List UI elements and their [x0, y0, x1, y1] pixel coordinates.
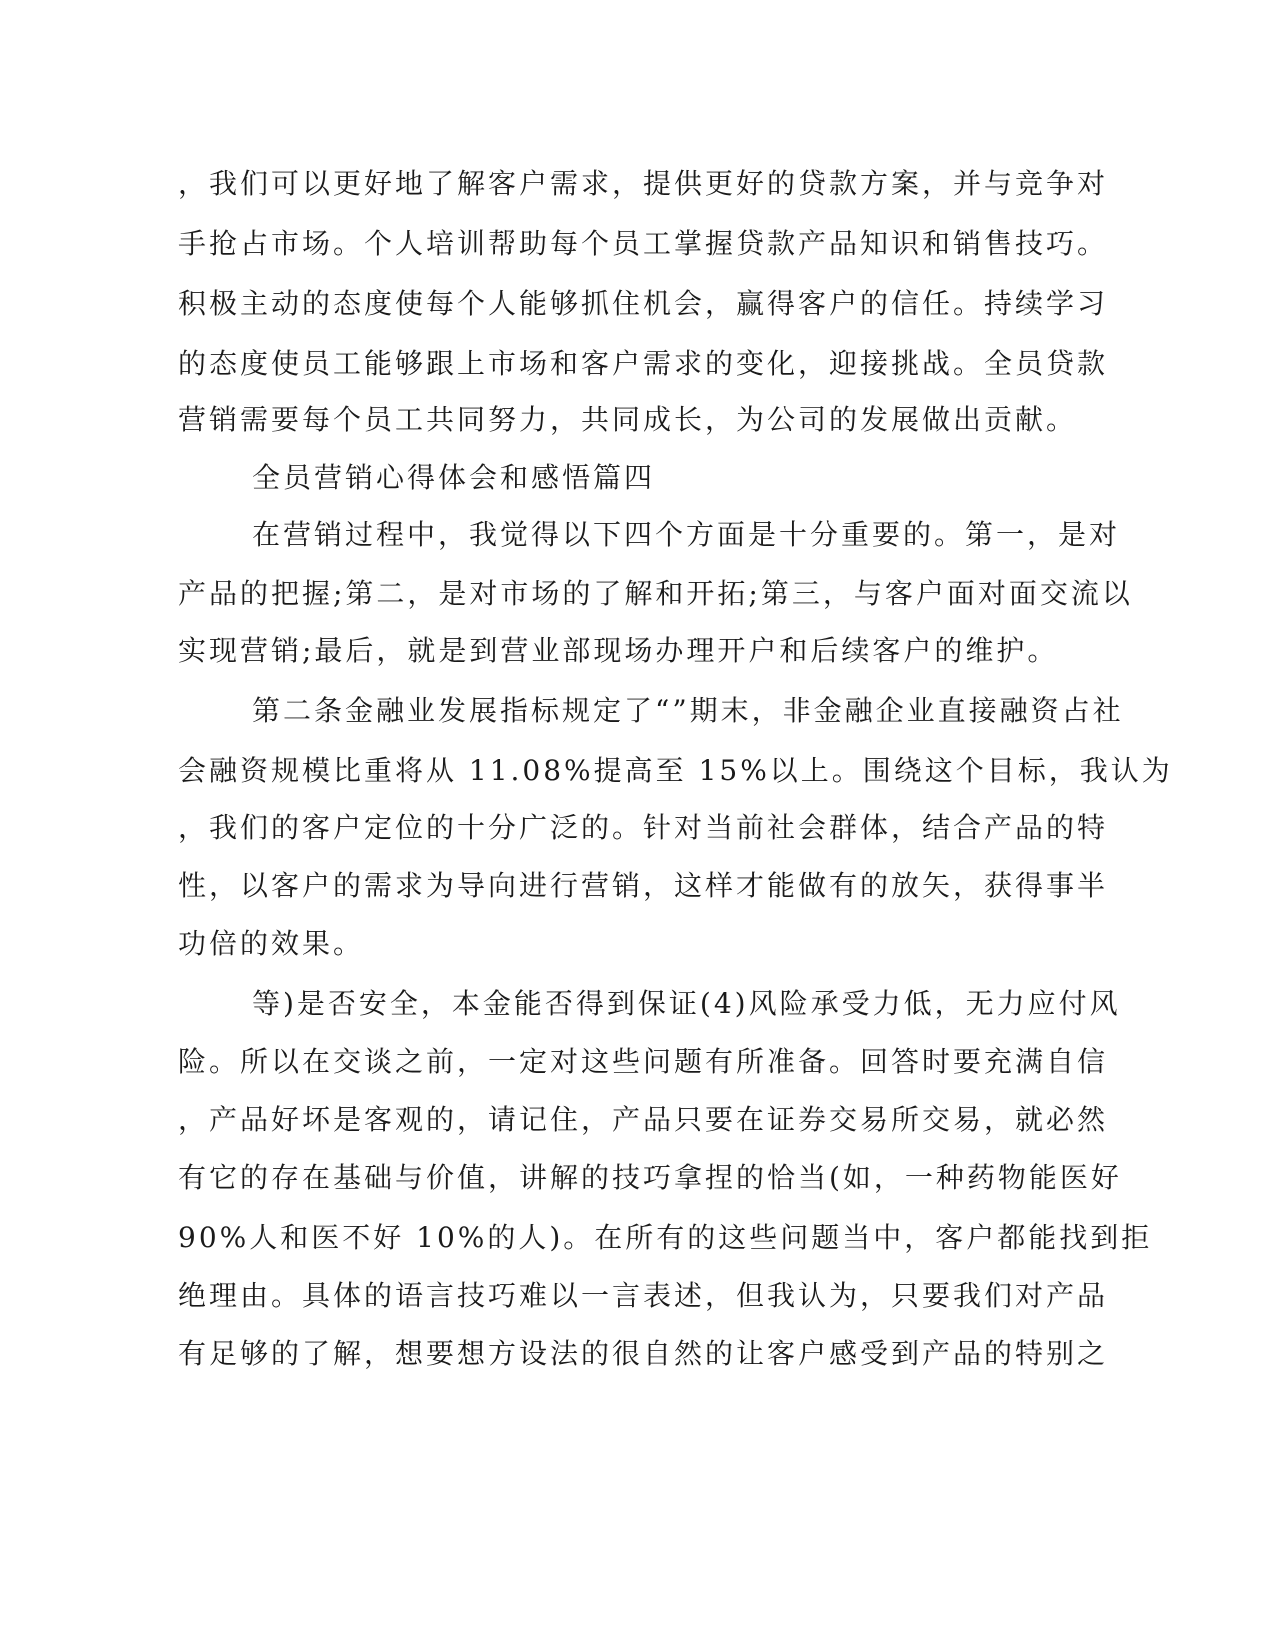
- section-heading: 全员营销心得体会和感悟篇四: [252, 461, 656, 494]
- body-line-9: 实现营销;最后，就是到营业部现场办理开户和后续客户的维护。: [178, 634, 1059, 667]
- body-line-16: 险。所以在交谈之前，一定对这些问题有所准备。回答时要充满自信: [178, 1045, 1109, 1078]
- body-line-5: 营销需要每个员工共同努力，共同成长，为公司的发展做出贡献。: [178, 403, 1078, 436]
- body-line-20: 绝理由。具体的语言技巧难以一言表述，但我认为，只要我们对产品: [178, 1279, 1109, 1312]
- body-line-4: 的态度使员工能够跟上市场和客户需求的变化，迎接挑战。全员贷款: [178, 347, 1109, 380]
- body-line-8: 产品的把握;第二，是对市场的了解和开拓;第三，与客户面对面交流以: [178, 577, 1133, 610]
- body-line-7: 在营销过程中，我觉得以下四个方面是十分重要的。第一，是对: [252, 518, 1121, 551]
- body-line-11: 会融资规模比重将从 11.08%提高至 15%以上。围绕这个目标，我认为: [178, 754, 1173, 787]
- body-line-19: 90%人和医不好 10%的人)。在所有的这些问题当中，客户都能找到拒: [178, 1221, 1153, 1254]
- body-line-12: ，我们的客户定位的十分广泛的。针对当前社会群体，结合产品的特: [178, 811, 1109, 844]
- body-line-2: 手抢占市场。个人培训帮助每个员工掌握贷款产品知识和销售技巧。: [178, 227, 1109, 260]
- body-line-3: 积极主动的态度使每个人能够抓住机会，赢得客户的信任。持续学习: [178, 287, 1109, 320]
- body-line-1: ，我们可以更好地了解客户需求，提供更好的贷款方案，并与竞争对: [178, 167, 1109, 200]
- body-line-13: 性，以客户的需求为导向进行营销，这样才能做有的放矢，获得事半: [178, 869, 1109, 902]
- body-line-15: 等)是否安全，本金能否得到保证(4)风险承受力低，无力应付风: [252, 987, 1121, 1020]
- body-line-10: 第二条金融业发展指标规定了“”期末，非金融企业直接融资占社: [252, 694, 1124, 727]
- body-line-17: ，产品好坏是客观的，请记住，产品只要在证券交易所交易，就必然: [178, 1103, 1109, 1136]
- body-line-14: 功倍的效果。: [178, 927, 365, 960]
- body-line-21: 有足够的了解，想要想方设法的很自然的让客户感受到产品的特别之: [178, 1337, 1109, 1370]
- body-line-18: 有它的存在基础与价值，讲解的技巧拿捏的恰当(如，一种药物能医好: [178, 1161, 1122, 1194]
